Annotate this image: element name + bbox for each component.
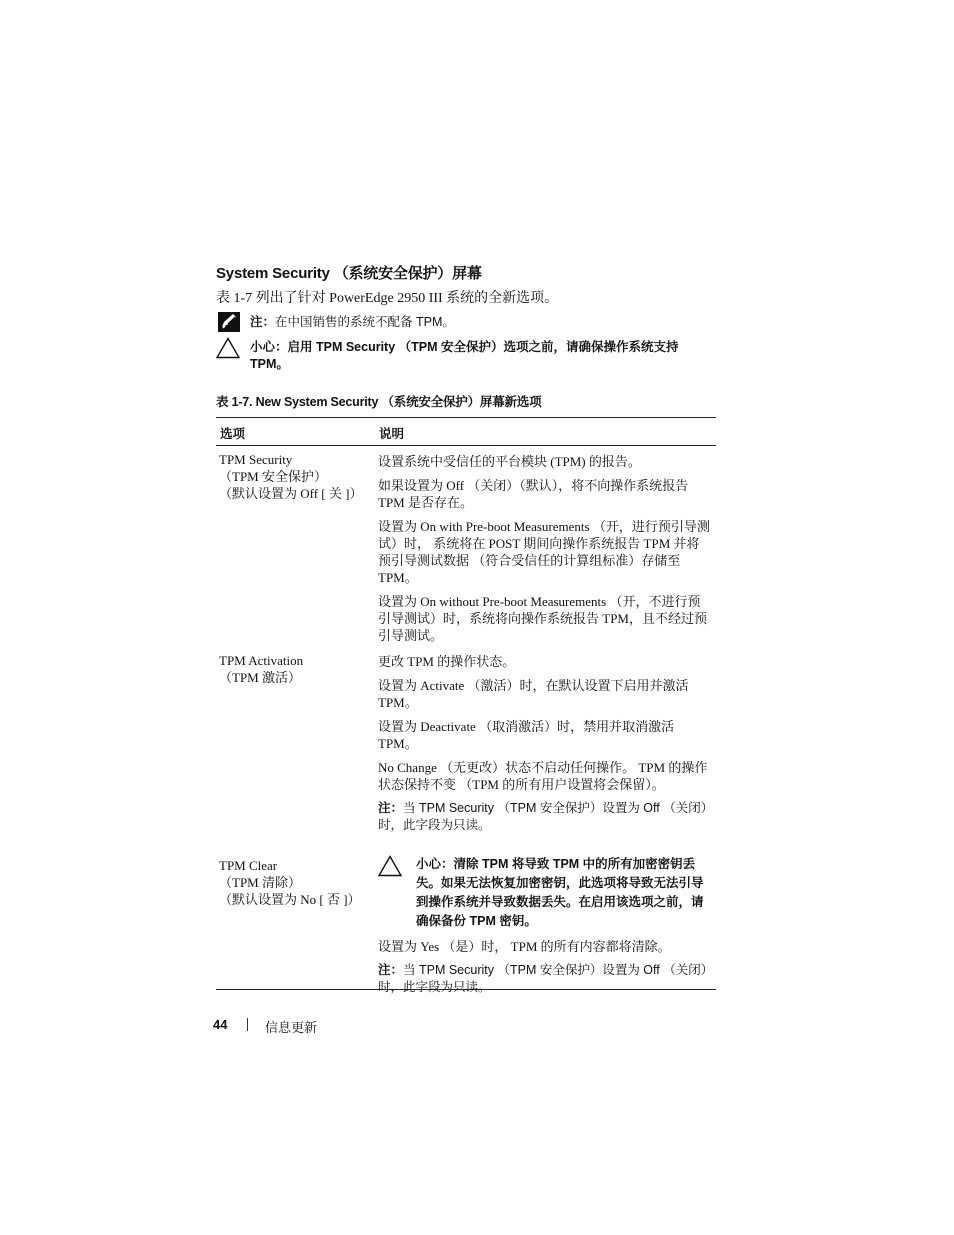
row-note: [378, 800, 712, 834]
caution-text: 启用 TPM Security （TPM 安全保护）选项之前，请确保操作系统支持 TPM。: [250, 340, 679, 371]
table-row-option-tpm-activation: [219, 652, 369, 686]
desc-paragraph: No Change （无更改）状态不启动任何操作。 TPM 的操作状态保持不变 （TPM 的所有用户设置将会保留）。: [378, 760, 708, 792]
option-subtitle: （TPM 安全保护）: [219, 469, 327, 484]
note-pencil-icon: [218, 312, 240, 332]
table-row-option-tpm-clear: [219, 857, 369, 908]
footer-title: 信息更新: [265, 1020, 318, 1035]
note-text: 当 TPM Security （TPM 安全保护）设置为 Off （关闭）时，此字段为只读。: [378, 963, 707, 994]
option-subtitle: （TPM 清除）: [219, 875, 301, 890]
table-header-rule: [216, 445, 716, 446]
table-top-rule: [216, 417, 716, 418]
caution-triangle-icon: [216, 337, 240, 359]
table-row-desc-tpm-activation: [378, 653, 712, 834]
footer-separator: [247, 1018, 248, 1031]
note-label: 注：: [378, 963, 404, 977]
option-default: （默认设置为 No [ 否 ]）: [219, 892, 361, 907]
caution-label: 小心：: [416, 857, 454, 871]
desc-paragraph: 设置为 Yes （是）时， TPM 的所有内容都将清除。: [378, 939, 671, 954]
intro-paragraph: 表 1-7 列出了针对 PowerEdge 2950 III 系统的全新选项。: [216, 291, 559, 306]
caution-label: 小心：: [250, 340, 288, 354]
table-row-option-tpm-security: [219, 451, 369, 502]
table-row-desc-tpm-clear: [378, 855, 712, 996]
table-row-desc-tpm-security: [378, 453, 712, 651]
desc-paragraph: 设置为 On with Pre-boot Measurements （开，进行预引导测试）时， 系统将在 POST 期间向操作系统报告 TPM 并将预引导测试数据 （符合受信任的计算组标准）存储至 TPM。: [378, 519, 710, 585]
desc-paragraph: 设置为 Deactivate （取消激活）时，禁用并取消激活 TPM。: [378, 719, 675, 751]
column-header-description: 说明: [379, 427, 405, 441]
option-name: TPM Activation: [219, 653, 304, 668]
row-note: [378, 962, 712, 996]
option-name: TPM Security: [219, 452, 293, 467]
option-name: TPM Clear: [219, 858, 278, 873]
desc-paragraph: 更改 TPM 的操作状态。: [378, 654, 516, 669]
desc-paragraph: 如果设置为 Off （关闭）（默认），将不向操作系统报告 TPM 是否存在。: [378, 478, 689, 510]
option-subtitle: （TPM 激活）: [219, 670, 301, 685]
option-default: （默认设置为 Off [ 关 ]）: [219, 486, 363, 501]
note-text: 当 TPM Security （TPM 安全保护）设置为 Off （关闭）时，此字段为只读。: [378, 801, 707, 832]
desc-paragraph: 设置系统中受信任的平台模块 (TPM) 的报告。: [378, 454, 641, 469]
column-header-option: 选项: [220, 427, 246, 441]
note-text: 在中国销售的系统不配备 TPM。: [275, 315, 455, 329]
caution-triangle-icon: [378, 855, 402, 877]
page-number: 44: [213, 1017, 228, 1032]
row-caution: [378, 855, 712, 931]
desc-paragraph: 设置为 On without Pre-boot Measurements （开，不进行预引导测试）时，系统将向操作系统报告 TPM，且不经过预引导测试。: [378, 594, 707, 643]
note-label: 注：: [378, 801, 404, 815]
section-heading: System Security （系统安全保护）屏幕: [216, 265, 482, 282]
note-label: 注：: [250, 315, 276, 329]
table-bottom-rule: [216, 989, 716, 990]
table-caption: 表 1-7. New System Security （系统安全保护）屏幕新选项: [216, 395, 542, 409]
desc-paragraph: 设置为 Activate （激活）时，在默认设置下启用并激活 TPM。: [378, 678, 689, 710]
caution-text: 清除 TPM 将导致 TPM 中的所有加密密钥丢失。如果无法恢复加密密钥，此选项将导致无法引导到操作系统并导致数据丢失。在启用该选项之前，请确保备份 TPM 密钥。: [416, 857, 704, 928]
